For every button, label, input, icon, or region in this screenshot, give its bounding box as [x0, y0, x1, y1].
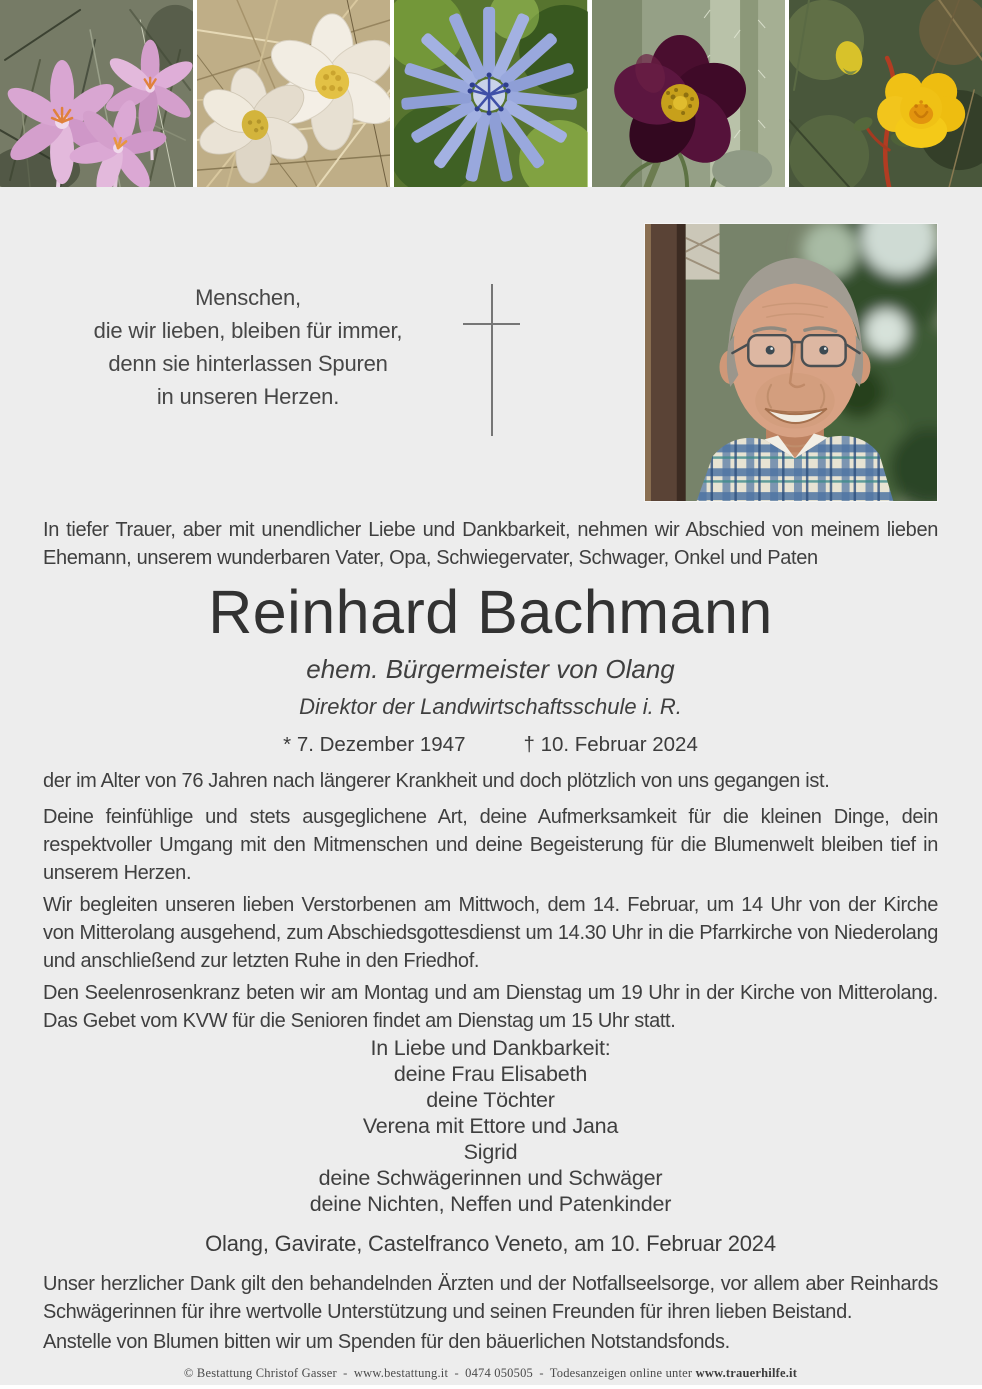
- paragraph-character: Deine feinfühlige und stets ausgeglichene Art, deine Aufmerksamkeit für die kleinen Dinge, dein respektvoller Umgang mit den Mitmenschen und deine Begeisterung für die Blumenwelt bleiben tief in unserem Herzen.: [43, 806, 938, 884]
- footer-separator: -: [343, 1366, 348, 1380]
- memorial-card: [0, 187, 982, 1385]
- birth-date: * 7. Dezember 1947: [283, 733, 466, 756]
- flower-photo-strip: [0, 0, 982, 187]
- deceased-role-secondary: Direktor der Landwirtschaftsschule i. R.: [299, 694, 682, 719]
- deceased-role-primary: ehem. Bürgermeister von Olang: [306, 654, 675, 684]
- poem-line: denn sie hinterlassen Spuren: [108, 351, 388, 376]
- poem-line: die wir lieben, bleiben für immer,: [93, 318, 403, 343]
- family-member: Sigrid: [463, 1140, 518, 1164]
- farewell-block: [43, 1035, 938, 1217]
- farewell-heading: In Liebe und Dankbarkeit:: [370, 1036, 611, 1060]
- memorial-poem: [59, 281, 437, 413]
- family-member: Verena mit Ettore und Jana: [362, 1114, 619, 1138]
- flower-photo-purple-pasque: [592, 0, 785, 187]
- death-date: † 10. Februar 2024: [523, 733, 698, 756]
- life-dates: [43, 733, 938, 757]
- trauerhilfe-link[interactable]: www.trauerhilfe.it: [695, 1366, 798, 1380]
- card-header: [43, 187, 938, 502]
- online-note: Todesanzeigen online unter: [549, 1366, 693, 1380]
- deceased-name: Reinhard Bachmann: [208, 578, 773, 646]
- flower-photo-white-pasque: [197, 0, 390, 187]
- copyright-text: © Bestattung Christof Gasser: [183, 1366, 337, 1380]
- portrait-photo: [644, 223, 938, 502]
- family-member: deine Nichten, Neffen und Patenkinder: [309, 1192, 672, 1216]
- phone-number: 0474 050505: [465, 1366, 533, 1380]
- poem-line: Menschen,: [195, 285, 301, 310]
- flower-photo-pink-autumn-crocus: [0, 0, 193, 187]
- paragraph-funeral: Wir begleiten unseren lieben Verstorbenen am Mittwoch, dem 14. Februar, um 14 Uhr von der Kirche von Mitterolang ausgehend, zum Abschiedsgottesdienst um 14.30 Uhr in die Pfarrkirche von Niederolang und anschließend zur letzten Ruhe in den Friedhof.: [43, 894, 938, 972]
- donation-note: Anstelle von Blumen bitten wir um Spenden für den bäuerlichen Notstandsfonds.: [43, 1331, 730, 1353]
- family-member: deine Schwägerinnen und Schwäger: [318, 1166, 663, 1190]
- family-member: deine Frau Elisabeth: [393, 1062, 588, 1086]
- dateline: Olang, Gavirate, Castelfranco Veneto, am 10. Februar 2024: [205, 1231, 776, 1256]
- paragraph-age: der im Alter von 76 Jahren nach längerer Krankheit und doch plötzlich von uns gegangen ist.: [43, 770, 830, 792]
- cross-icon: [462, 284, 522, 436]
- bestattung-link[interactable]: www.bestattung.it: [353, 1366, 449, 1380]
- footer: [43, 1366, 938, 1381]
- flower-photo-yellow-monkeyflower: [789, 0, 982, 187]
- paragraph-rosary: Den Seelenrosenkranz beten wir am Montag und am Dienstag um 19 Uhr in der Kirche von Mitterolang. Das Gebet vom KVW für die Senioren findet am Dienstag um 15 Uhr statt.: [43, 982, 938, 1032]
- intro-text: In tiefer Trauer, aber mit unendlicher Liebe und Dankbarkeit, nehmen wir Abschied von meinem lieben Ehemann, unserem wunderbaren Vater, Opa, Schwiegervater, Schwager, Onkel und Paten: [43, 519, 938, 569]
- poem-line: in unseren Herzen.: [156, 384, 340, 409]
- footer-separator: -: [539, 1366, 544, 1380]
- thanks-text: Unser herzlicher Dank gilt den behandelnden Ärzten und der Notfallseelsorge, vor allem aber Reinhards Schwägerinnen für ihre wertvolle Unterstützung und seinen Freunden für ihren lieben Beistand.: [43, 1273, 938, 1323]
- footer-separator: -: [454, 1366, 459, 1380]
- family-member: deine Töchter: [426, 1088, 555, 1112]
- flower-photo-blue-chicory: [394, 0, 587, 187]
